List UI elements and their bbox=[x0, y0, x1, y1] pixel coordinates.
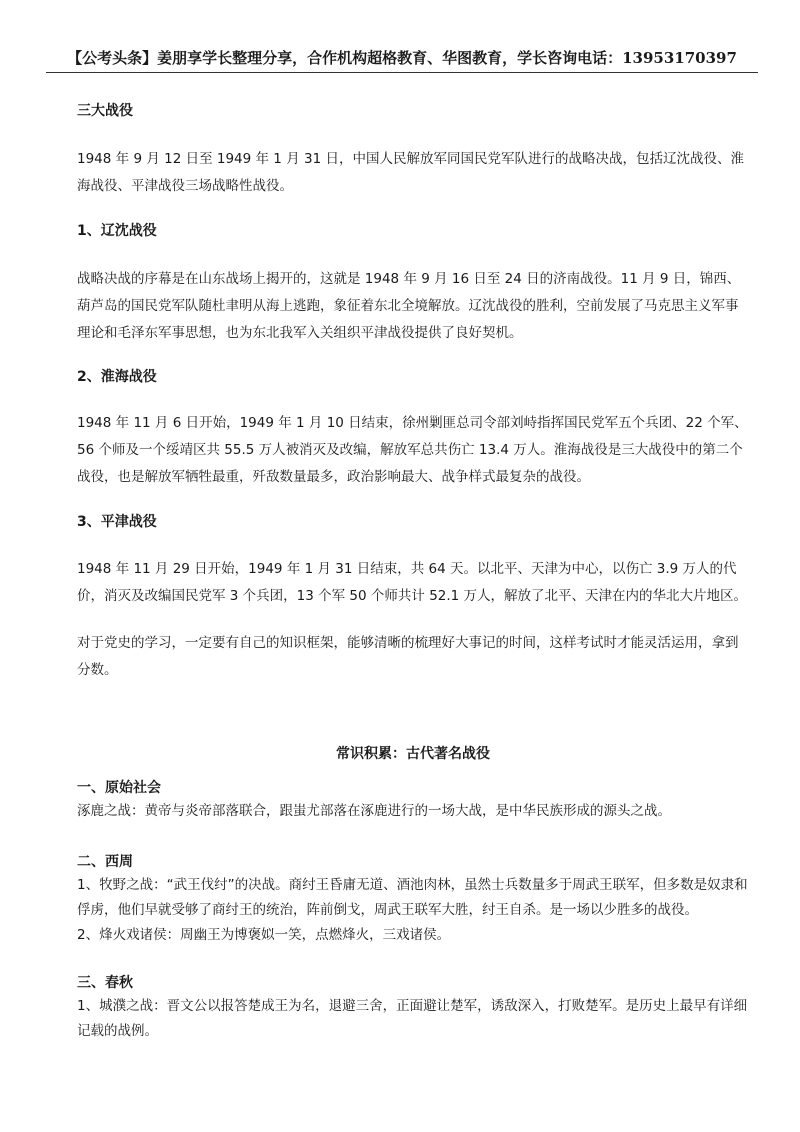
battle-pingjin-body bbox=[77, 556, 749, 610]
ancient-heading: 二、西周 bbox=[77, 854, 133, 870]
battle-title: 2、淮海战役 bbox=[77, 369, 157, 385]
battle-huaihai bbox=[77, 366, 749, 388]
battle-title: 3、平津战役 bbox=[77, 514, 157, 530]
battle-liaoshen-body bbox=[77, 266, 749, 347]
ancient-section-title bbox=[77, 729, 749, 779]
battle-text: 1948 年 11 月 6 日开始，1949 年 1 月 10 日结束，徐州剿匪总司令部刘峙指挥国民党军五个兵团、22 个军、56 个师及一个绥靖区共 55.5 万人被消灭及改编，解放军总共伤亡 13.4 万人。淮海战役是三大战役中的第二个战役，也是解放军牺牲最重，歼敌数量最多，政治影响最大、战争样式最复杂的战役。 bbox=[77, 415, 748, 485]
section-title-three-battles bbox=[77, 100, 749, 122]
ancient-heading: 三、春秋 bbox=[77, 975, 133, 991]
ancient-item: 1、牧野之战：“武王伐纣”的决战。商纣王昏庸无道、酒池肉林，虽然士兵数量多于周武王联军，但多数是奴隶和俘虏，他们早就受够了商纣王的统治，阵前倒戈，周武王联军大胜，纣王自杀。是一场以少胜多的战役。 bbox=[77, 877, 748, 918]
ancient-item: 2、烽火戏诸侯：周幽王为博褒姒一笑，点燃烽火，三戏诸侯。 bbox=[77, 927, 451, 943]
intro-paragraph bbox=[77, 146, 749, 200]
ancient-heading: 一、原始社会 bbox=[77, 780, 161, 796]
battle-huaihai-body bbox=[77, 410, 749, 491]
ancient-spring-autumn bbox=[77, 972, 749, 1044]
ancient-item: 1、城濮之战：晋文公以报答楚成王为名，退避三舍，正面避让楚军，诱敌深入，打败楚军。是历史上最早有详细记载的战例。 bbox=[77, 998, 748, 1039]
page-header: 【公考头条】姜朋享学长整理分享，合作机构超格教育、华图教育，学长咨询电话：13953170397 bbox=[46, 44, 758, 73]
battle-pingjin bbox=[77, 511, 749, 533]
ancient-primitive bbox=[77, 777, 749, 824]
ancient-title: 常识积累：古代著名战役 bbox=[336, 746, 490, 762]
battle-text: 1948 年 11 月 29 日开始，1949 年 1 月 31 日结束，共 64 天。以北平、天津为中心，以伤亡 3.9 万人的代价，消灭及改编国民党军 3 个兵团，13 个军 50 个师共计 52.1 万人，解放了北平、天津在内的华北大片地区。 bbox=[77, 561, 748, 604]
study-note-text: 对于党史的学习，一定要有自己的知识框架，能够清晰的梳理好大事记的时间，这样考试时才能灵活运用，拿到分数。 bbox=[77, 635, 739, 678]
intro-text: 1948 年 9 月 12 日至 1949 年 1 月 31 日，中国人民解放军同国民党军队进行的战略决战，包括辽沈战役、淮海战役、平津战役三场战略性战役。 bbox=[77, 151, 744, 194]
battle-liaoshen bbox=[77, 220, 749, 242]
ancient-western-zhou bbox=[77, 851, 749, 948]
study-note bbox=[77, 630, 749, 684]
battle-title: 1、辽沈战役 bbox=[77, 223, 157, 239]
section-title: 三大战役 bbox=[77, 103, 133, 119]
ancient-item: 涿鹿之战：黄帝与炎帝部落联合，跟蚩尤部落在涿鹿进行的一场大战，是中华民族形成的源头之战。 bbox=[77, 803, 671, 819]
battle-text: 战略决战的序幕是在山东战场上揭开的，这就是 1948 年 9 月 16 日至 24 日的济南战役。11 月 9 日，锦西、葫芦岛的国民党军队随杜聿明从海上逃跑，象征着东北全境解放。辽沈战役的胜利，空前发展了马克思主义军事理论和毛泽东军事思想，也为东北我军入关组织平津战役提供了良好契机。 bbox=[77, 271, 741, 341]
